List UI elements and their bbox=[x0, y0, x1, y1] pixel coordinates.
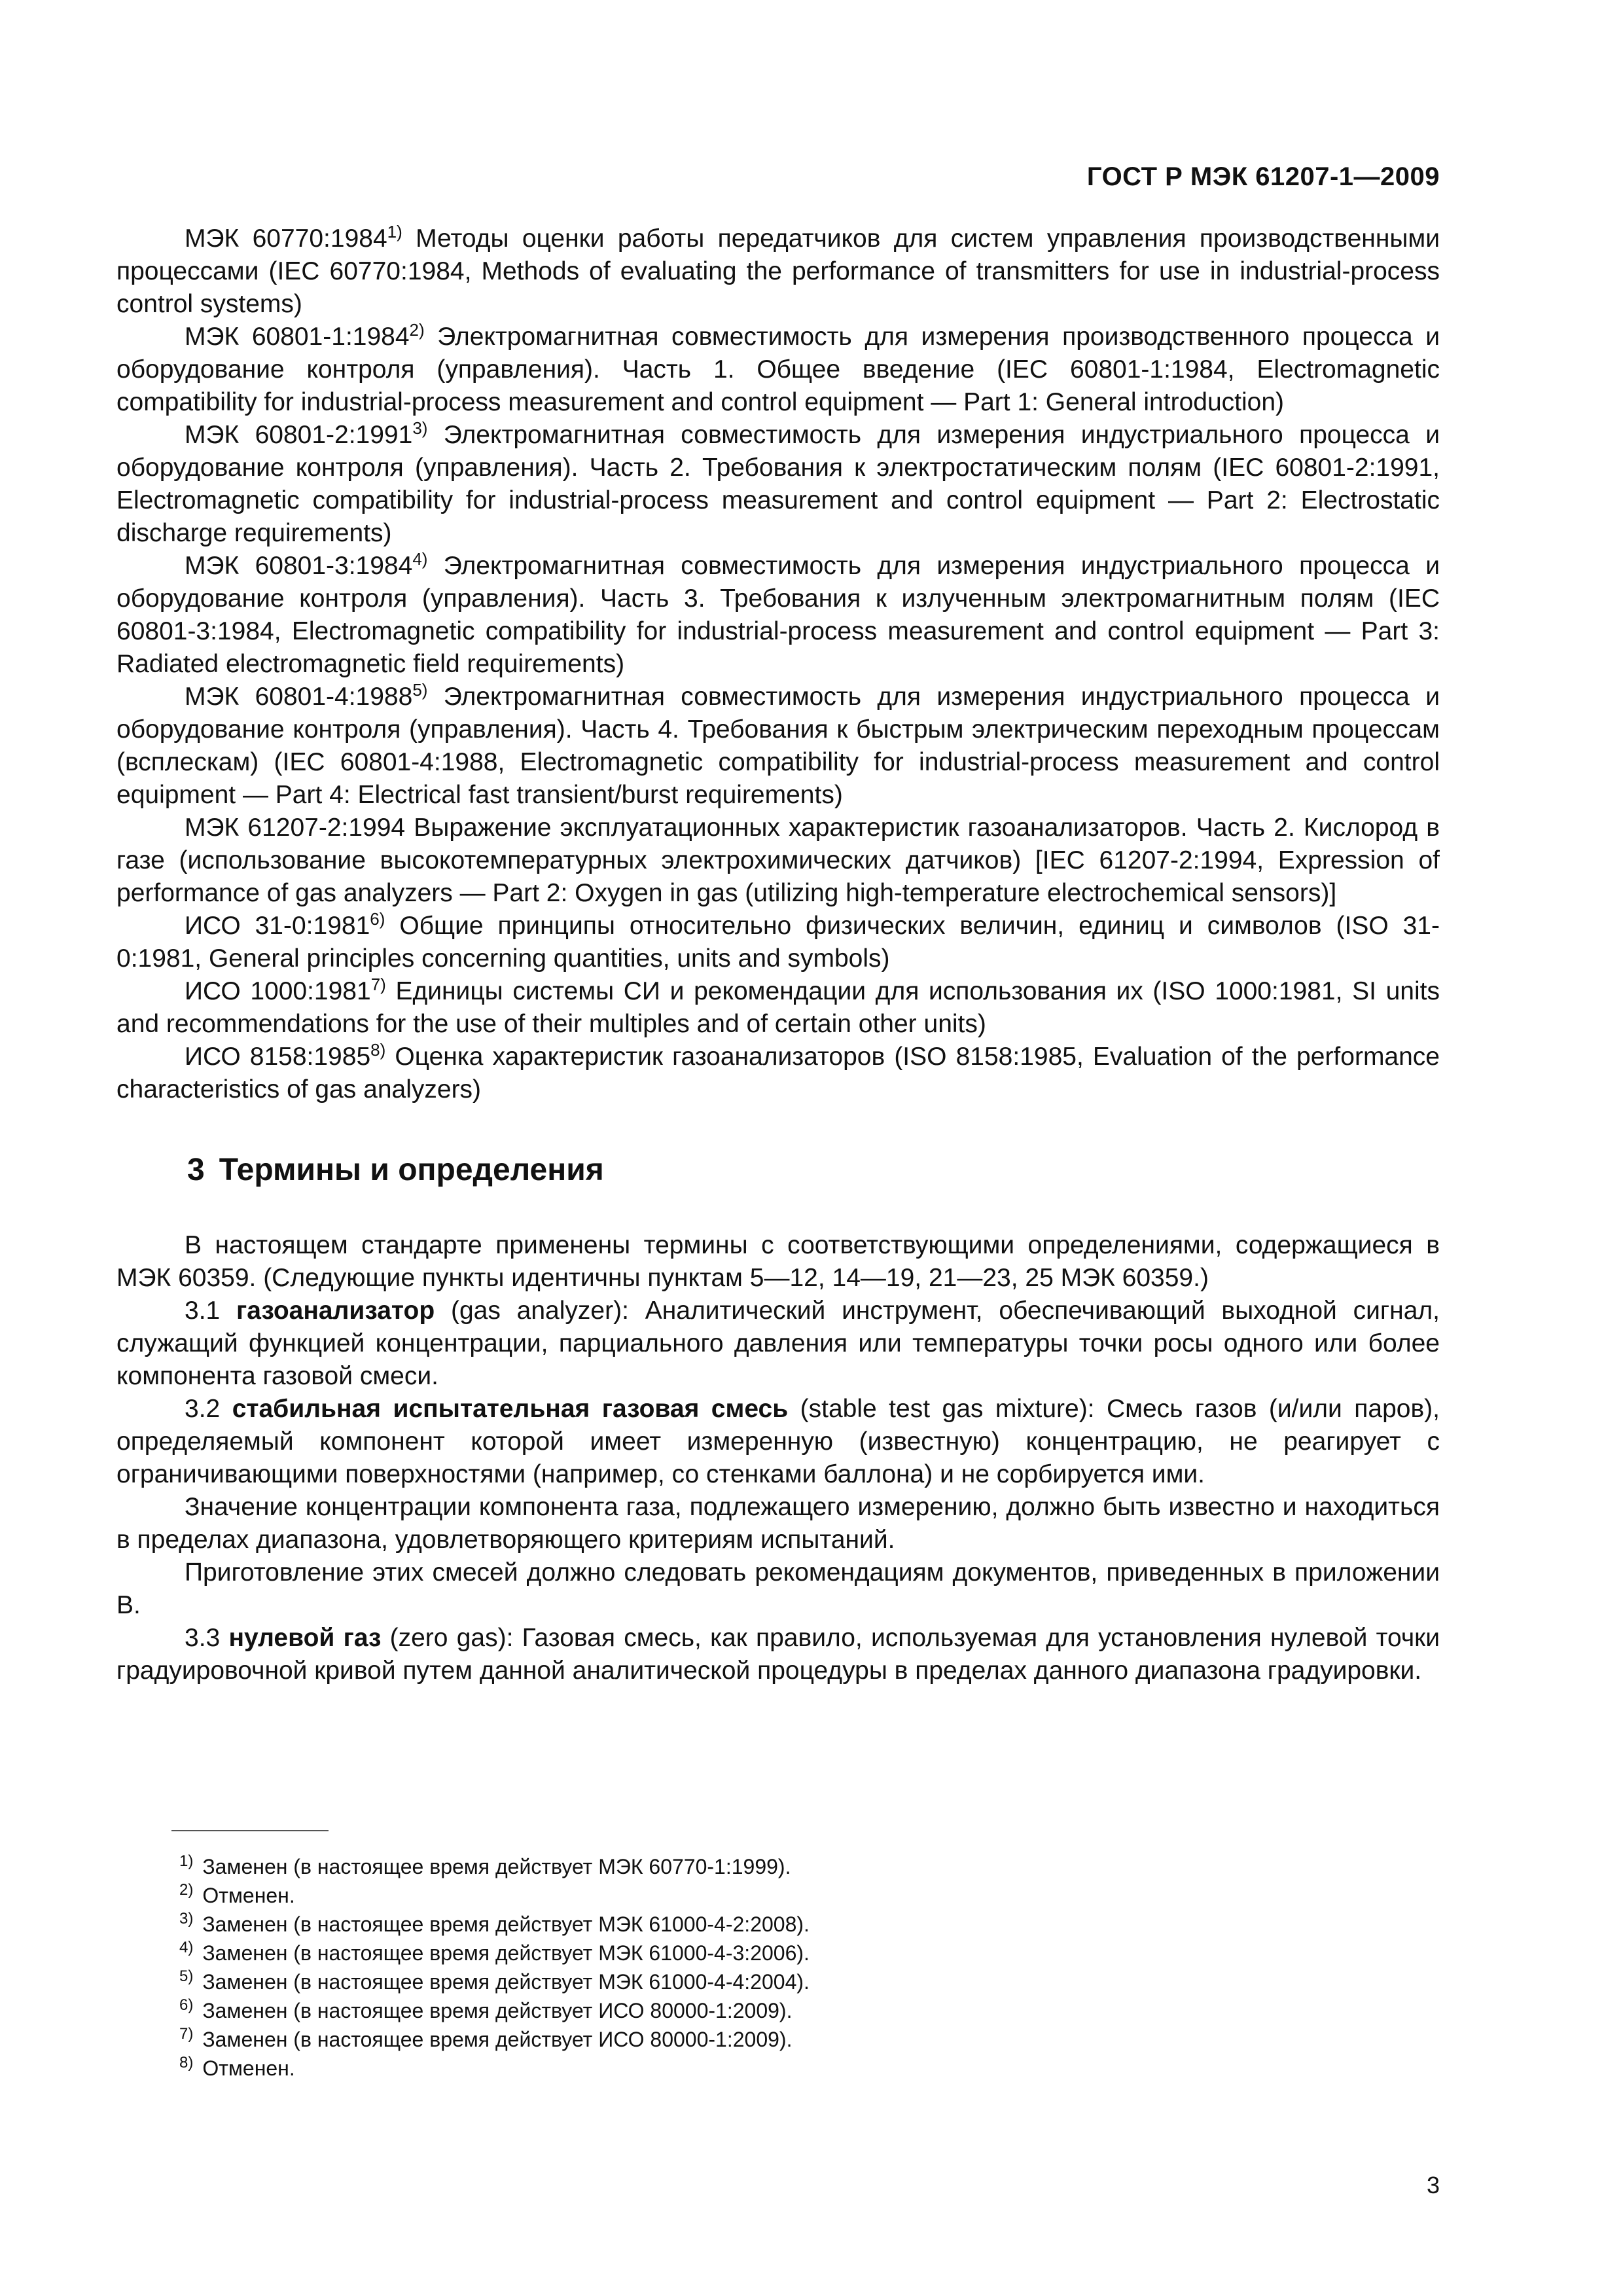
footnote-ref[interactable]: 8) bbox=[370, 1040, 386, 1060]
reference-item: ИСО 1000:1981$^{7)}$ Единицы системы СИ и рекомендации для использования их (ISO 1000:1981, SI units and recommendations for the use of their multiples and of certain other units) bbox=[116, 975, 1440, 1038]
footnote-divider bbox=[171, 1830, 329, 1831]
footnote-ref[interactable]: 4) bbox=[412, 549, 428, 569]
footnotes bbox=[116, 1830, 1440, 2083]
term-definition: 3.2 стабильная испытательная газовая смесь (stable test gas mixture): Смесь газов (и/или паров), определяемый компонент которой имеет измеренную (известную) концентрацию, не реагирует с ограничивающими поверхностями (например, со стенками баллона) и не сорбируется ими. bbox=[116, 1395, 1440, 1488]
section-intro: В настоящем стандарте применены термины с соответствующими определениями, содержащиеся в МЭК 60359. (Следующие пункты идентичны пунктам 5—12, 14—19, 21—23, 25 МЭК 60359.) bbox=[116, 1231, 1440, 1292]
footnote: $^{8)}$ Отменен. bbox=[179, 2054, 295, 2080]
reference-item: МЭК 60801-1:1984$^{2)}$ Электромагнитная совместимость для измерения производственного процесса и оборудование контроля (управления). Часть 1. Общее введение (IEC 60801-1:1984, Electromagnetic compatibility for industrial-process measurement and control equipment — Part 1: General introduction) bbox=[116, 320, 1440, 416]
term: нулевой газ bbox=[228, 1624, 382, 1652]
footnote: $^{2)}$ Отменен. bbox=[179, 1881, 295, 1907]
reference-item: МЭК 60801-4:1988$^{5)}$ Электромагнитная совместимость для измерения индустриального процесса и оборудование контроля (управления). Часть 4. Требования к быстрым электрическим переходным процессам (всплескам) (IEC 60801-4:1988, Electromagnetic compatibility for industrial-process measurement and control equipment — Part 4: Electrical fast transient/burst requirements) bbox=[116, 680, 1440, 809]
reference-item: МЭК 61207-2:1994 Выражение эксплуатационных характеристик газоанализаторов. Часть 2. Кислород в газе (использование высокотемпературных электрохимических датчиков) [IEC 61207-2:1994, Expression of performance of gas analyzers — Part 2: Oxygen in gas (utilizing high-temperature electrochemical sensors)] bbox=[116, 814, 1440, 907]
term-definition: 3.3 нулевой газ (zero gas): Газовая смесь, как правило, используемая для установления нулевой точки градуировочной кривой путем данной аналитической процедуры в пределах данного диапазона градуировки. bbox=[116, 1624, 1440, 1685]
footnote-ref[interactable]: 5) bbox=[412, 680, 428, 700]
term-definition: 3.1 газоанализатор (gas analyzer): Аналитический инструмент, обеспечивающий выходной сигнал, служащий функцией концентрации, парциального давления или температуры точки росы одного или более компонента газовой смеси. bbox=[116, 1297, 1440, 1390]
reference-item: ИСО 31-0:1981$^{6)}$ Общие принципы относительно физических величин, единиц и символов (ISO 31-0:1981, General principles concerning quantities, units and symbols) bbox=[116, 909, 1440, 973]
footnote: $^{7)}$ Заменен (в настоящее время действует ИСО 80000-1:2009). bbox=[179, 2025, 793, 2051]
running-header: ГОСТ Р МЭК 61207-1—2009 bbox=[1086, 162, 1440, 191]
footnote: $^{6)}$ Заменен (в настоящее время действует ИСО 80000-1:2009). bbox=[179, 1996, 793, 2022]
page-content bbox=[116, 223, 1440, 1687]
footnote: $^{1)}$ Заменен (в настоящее время действует МЭК 60770-1:1999). bbox=[179, 1852, 791, 1878]
reference-item: ИСО 8158:1985$^{8)}$ Оценка характеристик газоанализаторов (ISO 8158:1985, Evaluation of the performance characteristics of gas analyzers) bbox=[116, 1040, 1440, 1103]
footnote-ref[interactable]: 6) bbox=[370, 909, 385, 929]
term: газоанализатор bbox=[236, 1297, 435, 1325]
footnote-ref[interactable]: 7) bbox=[370, 975, 386, 994]
footnote: $^{3)}$ Заменен (в настоящее время действует МЭК 61000-4-2:2008). bbox=[179, 1910, 810, 1936]
footnote: $^{4)}$ Заменен (в настоящее время действует МЭК 61000-4-3:2006). bbox=[179, 1939, 810, 1965]
section-title: Термины и определения bbox=[219, 1153, 604, 1187]
paragraph: Приготовление этих смесей должно следовать рекомендациям документов, приведенных в приложении В. bbox=[116, 1558, 1440, 1619]
page-number: 3 bbox=[1426, 2172, 1440, 2198]
paragraph: Значение концентрации компонента газа, подлежащего измерению, должно быть известно и находиться в пределах диапазона, удовлетворяющего критериям испытаний. bbox=[116, 1493, 1440, 1554]
footnote-ref[interactable]: 1) bbox=[387, 222, 402, 242]
reference-item: МЭК 60770:1984$^{1)}$ Методы оценки работы передатчиков для систем управления производственными процессами (IEC 60770:1984, Methods of evaluating the performance of transmitters for use in industrial-process control systems) bbox=[116, 222, 1440, 318]
footnote-ref[interactable]: 2) bbox=[409, 320, 425, 340]
reference-item: МЭК 60801-2:1991$^{3)}$ Электромагнитная совместимость для измерения индустриального процесса и оборудование контроля (управления). Часть 2. Требования к электростатическим полям (IEC 60801-2:1991, Electromagnetic compatibility for industrial-process measurement and control equipment — Part 2: Electrostatic discharge requirements) bbox=[116, 418, 1440, 547]
section-number: 3 bbox=[187, 1153, 205, 1187]
reference-item: МЭК 60801-3:1984$^{4)}$ Электромагнитная совместимость для измерения индустриального процесса и оборудование контроля (управления). Часть 3. Требования к излученным электромагнитным полям (IEC 60801-3:1984, Electromagnetic compatibility for industrial-process measurement and control equipment — Part 3: Radiated electromagnetic field requirements) bbox=[116, 549, 1440, 678]
footnote-ref[interactable]: 3) bbox=[412, 418, 428, 438]
term: стабильная испытательная газовая смесь bbox=[232, 1395, 789, 1423]
footnote: $^{5)}$ Заменен (в настоящее время действует МЭК 61000-4-4:2004). bbox=[179, 1967, 810, 1994]
section-heading bbox=[187, 1151, 1440, 1190]
